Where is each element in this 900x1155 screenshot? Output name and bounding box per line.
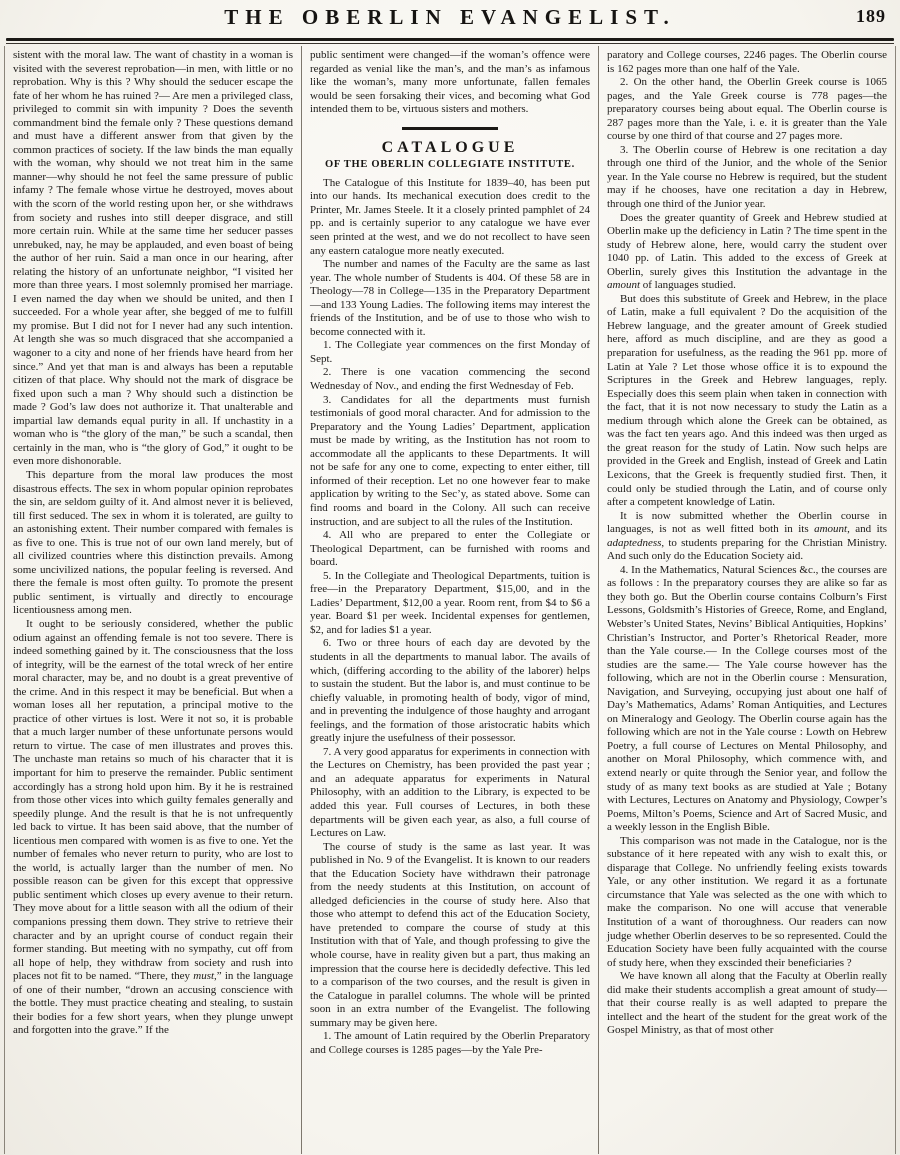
article-subheading: OF THE OBERLIN COLLEGIATE INSTITUTE. [325, 159, 575, 171]
paragraph: 2. On the other hand, the Oberlin Greek course is 1065 pages, and the Yale Greek course is 778 pages—the preparatory courses being about equal. The Oberlin course is 287 pages more than the Yale, i. e. it is greater than the Yale course by one third of that course and 27 pages more. [607, 76, 887, 143]
paragraph: It ought to be seriously considered, whether the public odium against an offending female is not too severe. There is indeed something gained by it. The consciousness that the loss of integrity, will be the earnest of the total wreck of her entire moral character, may be, and no doubt is a great preventive of the crime. And in this respect it may be beneficial. But when a woman loses all her reputation, a principal motive to the practice of other virtues is lost. Were it not so, it is probable that a much larger number of these unfortunate persons would return to virtue. The case of men illustrates and proves this. The unchaste man retains so much of his character that it is important for him to preserve the remainder. Public sentiment accordingly has a strong hold upon him. By it he is restrained from those other vices into which guilty females generally and speedily plunge. And the result is that he is not unfrequently led back to virtue. It has been said above, that the number of licentious men compared with women is as five to one. Yet the number of females who never return to purity, who are lost to the world, is actually larger than the number of men. No possible reason can be given for this except that oppressive public sentiment which closes up every avenue to their return. They move about for a little season with all the odium of their companions pressing them down. They strive to retrieve their character and by an upright course of conduct regain their former standing. But meeting with no sympathy, cut off from all hope of help, they withdraw from society and rush into places not fit to be named. “There, they must,” in the language of one of their number, “drown an accusing conscience with the bottle. They must practice cheating and stealing, to sustain their bodies for a few short years, when they plunge unwept and forgotten into the grave.” If the [13, 617, 293, 1037]
column-2 [301, 46, 598, 1154]
section-divider-rule [402, 127, 498, 130]
paragraph: It is now submitted whether the Oberlin course in languages, is not as well fitted both in its amount, and its adaptedness, to students preparing for the Christian Ministry. And such only do the Education Society aid. [607, 509, 887, 563]
column-3 [598, 46, 895, 1154]
paragraph: But does this substitute of Greek and Hebrew, in the place of Latin, make a full equivalent ? Do the acquisition of the Hebrew language, and the greater amount of Greek studied here, afford as much discipline, and are they as good a preparation for usefulness, as the reading the 961 pp. more of Latin at Yale ? Let those whose office it is to expound the Scriptures in the Greek and Hebrew languages, reply. Especially does this seem plain when taken in connection with the fact, that it is not now necessary to study the Latin as a medium through which alone the Greek can be obtained, as was the fact ten years ago. And this indeed was then urged as the great reason for the study of Latin. Now such helps are provided in the Greek and English, instead of Greek and Latin Lexicons, that the Greek is frequently studied first. Then, it could only be studied through the Latin, and of course only after a competent knowledge of Latin. [607, 292, 887, 509]
heavy-rule [6, 38, 894, 41]
page-number: 189 [856, 6, 886, 26]
paragraph: 1. The amount of Latin required by the Oberlin Preparatory and College courses is 1285 pages—by the Yale Pre- [310, 1030, 590, 1056]
masthead-rules [6, 38, 894, 44]
paragraph: paratory and College courses, 2246 pages. The Oberlin course is 162 pages more than one half of the Yale. [607, 49, 887, 75]
paragraph: 5. In the Collegiate and Theological Departments, tuition is free—in the Preparatory Department, $15,00, and in the Ladies’ Department, $12,00 a year. Room rent, from $4 to $6 a year. Board $1 per week. Incidental expenses for gentlemen, $2, and for ladies $1 a year. [310, 569, 590, 636]
paragraph: 7. A very good apparatus for experiments in connection with the Lectures on Chemistry, has been provided the past year ; and an adequate apparatus for experiments in Natural Philosophy, with an addition to the Library, is expected to be added this year. Full courses of Lectures, in both these departments will be given each year, as also, a full course of Lectures on Law. [310, 745, 590, 840]
paragraph: The course of study is the same as last year. It was published in No. 9 of the Evangelist. It is known to our readers that the Education Society have withdrawn their patronage from the needy students at this Institution, on account of alledged deficiencies in the course of study here. Also that those who attempt to defend this act of the Education Society, have pretended to compare the course of study at this Institution with that of Yale, and though professing to give the whole course, have in reality given but a part, thus making an impression that the course here is decidedly defective. This led to a comparison of the two courses, and the result is given in the Catalogue in parallel columns. The whole will be printed soon in an extra number of the Evangelist. The following summary may be given here. [310, 840, 590, 1029]
paragraph: The Catalogue of this Institute for 1839–40, has been put into our hands. Its mechanical execution does credit to the Printer, Mr. James Steele. It it a closely printed pamphlet of 24 pp. and is certainly superior to any catalogue we have ever seen printed at the west, and we do not recollect to have seen any eastern catalogue more neatly executed. [310, 176, 590, 257]
paragraph: 3. The Oberlin course of Hebrew is one recitation a day through one third of the Junior, and the whole of the Senior year. In the Yale course no Hebrew is required, but the student may if he chooses, have one recitation a day in Hebrew, through one third of the Junior year. [607, 143, 887, 211]
paragraph: We have known all along that the Faculty at Oberlin really did make their students accomplish a great amount of study—that their course really is as well adapted to prepare the intellect and the heart of the student for the great work of the Gospel Ministry, as that of most other [607, 970, 887, 1037]
paragraph: 1. The Collegiate year commences on the first Monday of Sept. [310, 339, 590, 365]
light-rule [6, 43, 894, 44]
column-1 [5, 46, 301, 1154]
paragraph: 6. Two or three hours of each day are devoted by the students in all the departments to manual labor. The avails of which, (differing according to the ability of the laborer) helps to sustain the student. But the labor is, and must continue to be chiefly valuable, in promoting health of body, vigor of mind, and in preventing the indulgence of those haughty and arrogant feelings, and the formation of those aristocratic habits which greatly injure the usefulness of their possessor. [310, 637, 590, 745]
column-2-body [310, 177, 590, 1058]
paragraph: 4. In the Mathematics, Natural Sciences &c., the courses are as follows : In the preparatory courses they are alike so far as they both go. But the Oberlin course contains Colburn’s First Lessons, Goldsmith’s Histories of Greece, Rome, and England, Webster’s United States, Nevins’ Biblical Antiquities, Hopkins’ Christian’s Instructor, and Porter’s Rhetorical Reader, more than the Yale course.— In the College courses most of the studies are the same.— The Yale course however has the following, which are not in the Oberlin course : Mensuration, Navigation, and Surveying, occupying just about one half of Day’s Mathematics, Adams’ Roman Antiquities, and Lectures on Mineralogy and Geology. The Oberlin course again has the following which are not in the Yale course : Lowth on Hebrew Poetry, a full course of Lectures on Mental Philosophy, and another on Moral Philosophy, which commence with, and extend nearly or quite through the Senior year, and follow the study of as many text books as are studied at Yale ; Botany with Lectures, Lectures on Anatomy and Physiology, Cowper’s Poems, Milton’s Poems, Science and Art of Sacred Music, and a weekly lesson in the English Bible. [607, 563, 887, 834]
page-title: THE OBERLIN EVANGELIST. [224, 5, 676, 29]
paragraph: 2. There is one vacation commencing the second Wednesday of Nov., and ending the first Wednesday of Feb. [310, 366, 590, 393]
paragraph: 3. Candidates for all the departments must furnish testimonials of good moral character. And for admission to the Preparatory and the Young Ladies’ Department, application must be made by writing, as the Institution has not room to accommodate all the applicants to these Departments. It will not be safe for any one to come, expecting to enter either, till informed of their reception. Let no one however fear to make application by writing to the Sec’y, as stated above. Some can find rooms and board in the Colony. All such can receive instruction, and are subject to all the rules of the Institution. [310, 393, 590, 528]
paragraph: public sentiment were changed—if the woman’s offence were regarded as venial like the man’s, and the man’s as infamous like the woman’s, many more unfortunate, fallen females would be seen forsaking their vices, and becoming what God intended them to be, virtuous sisters and mothers. [310, 49, 590, 116]
article-heading: CATALOGUE [381, 138, 519, 156]
paragraph: sistent with the moral law. The want of chastity in a woman is visited with the severest reprobation—in men, with little or no reprobation. Why is this ? Why should the seducer escape the fate of her whom he has ruined ?— Are men a privileged class, privileged to commit sin with impunity ? Does the seventh commandment bind the female only ? These questions demand and must have a different answer from that given by the common practices of society. If the law binds the man equally with the woman, why should we not treat him in the same manner—why should he not feel the same pressure of public infamy ? The female whose virtue he destroyed, moves about with the scorn of the world resting upon her, or she withdraws from society and rushes into still deeper disgrace, and still more certain ruin. While at the same time her seducer passes unrebuked, nay, he may be applauded, and even boast of being the author of her ruin. Said a man once in our hearing, after relating the history of an unfortunate neighbor, “I visited her more than three years. I most solemnly promised her marriage. I even named the day when we should be united, and then I succeeded. For a whole year after, she begged of me to fulfill my promise. But I did not for I never had any such intention. At length she was so much disgraced that she accompanied a wagoner to a city and none of her friends have heard from her since.” And yet that man is and always has been a reputable citizen of that place. Why should not the mark of disgrace be fixed upon such a man ? Why should such a distinction be made ? God’s law does not authorize it. That unalterable and impartial law demands equal purity in all. If unchastity in a woman who is “the glory of the man,” be such a scandal, then certainly in the man, who is “the glory of God,” it ought to be even more dishonorable. [13, 49, 293, 468]
paragraph: This departure from the moral law produces the most disastrous effects. The sex in whom popular opinion reprobates the sin, are seldom guilty of it. And almost never it is believed, till first seduced. The sex in whom it is tolerated, are guilty to an astonishing extent. Their number compared with females is as five to one. This is true not of our own land merely, but of all civilized countries where this distinction prevails. Among some uncivilized nations, the popular feeling is reversed. And there the female is most often guilty. To promote the present public sentiment, is virtually and directly to encourage licentiousness among men. [13, 468, 293, 617]
column-container [4, 46, 896, 1154]
paragraph: 4. All who are prepared to enter the Collegiate or Theological Department, can be furnished with rooms and board. [310, 529, 590, 569]
column-2-intro [310, 49, 590, 117]
paragraph: The number and names of the Faculty are the same as last year. The whole number of Students is 404. Of these 58 are in Theology—78 in College—135 in the Preparatory Department—and 133 Young Ladies. The following items may interest the friends of the Institution, and be of use to those who wish to become connected with it. [310, 258, 590, 338]
paragraph: This comparison was not made in the Catalogue, nor is the substance of it here repeated with any wish to exalt this, or disparage that College. No unfriendly feeling exists towards Yale, or any other institution. We regard it as a fortunate circumstance that Yale was selected as the one with which to make the comparison. No one will accuse that venerable Institution of a want of thoroughness. Our readers can now judge whether Oberlin deserves to be so represented. Could the Education Society have been fully acquainted with the course of study here, when they exscinded their beneficiaries ? [607, 834, 887, 969]
masthead [0, 0, 900, 35]
paragraph: Does the greater quantity of Greek and Hebrew studied at Oberlin make up the deficiency in Latin ? The time spent in the study of Hebrew alone, here, would carry the student over 1040 pp. of Latin. This added to the excess of Greek at Oberlin, surely gives this Institution the advantage in the amount of languages studied. [607, 211, 887, 292]
